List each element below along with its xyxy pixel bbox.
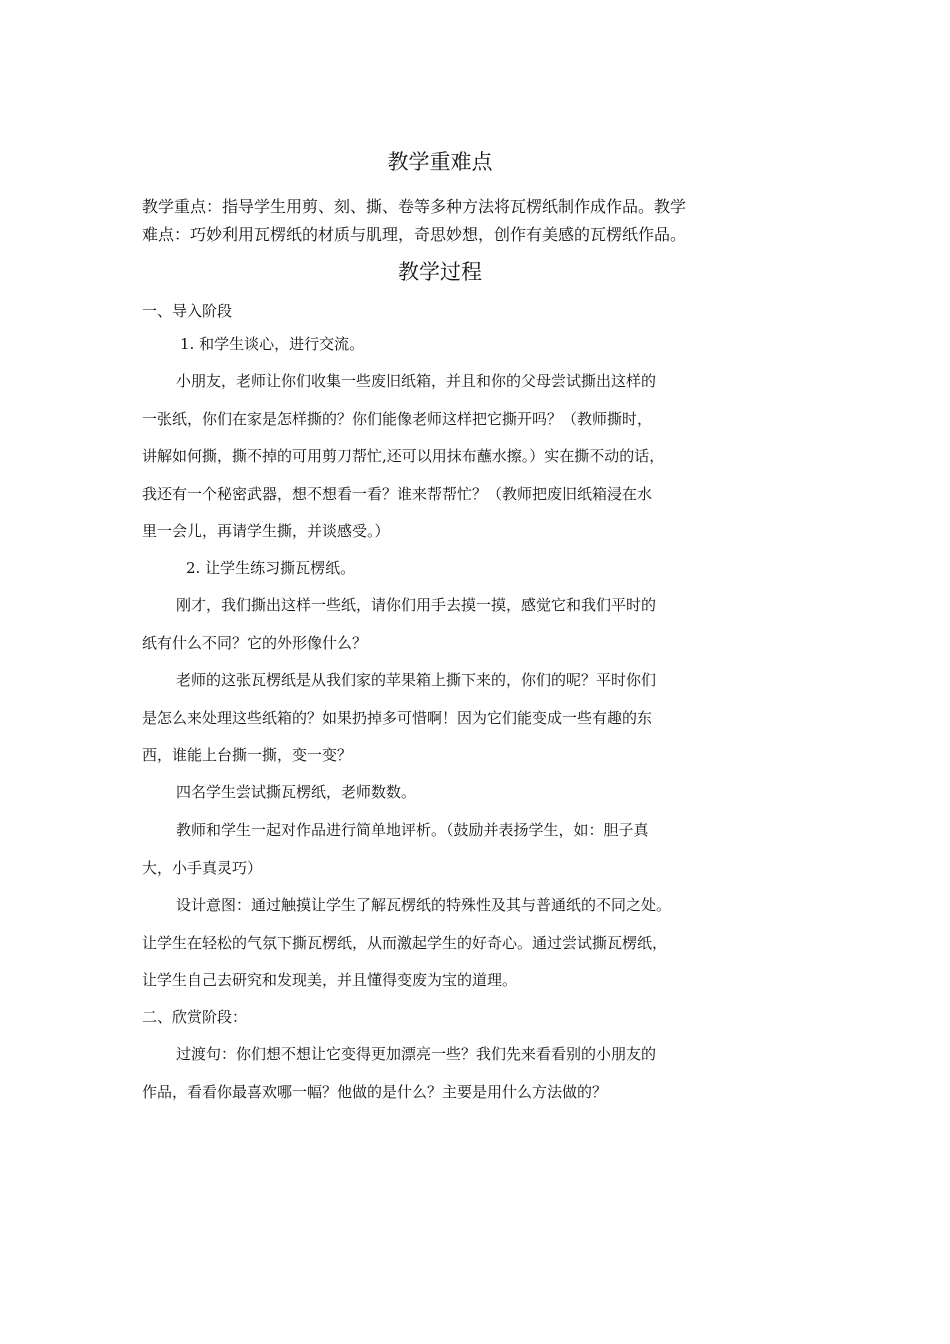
paragraph-line: 小朋友，老师让你们收集一些废旧纸箱，并且和你的父母尝试撕出这样的 [176, 372, 657, 390]
paragraph-line: 刚才，我们撕出这样一些纸，请你们用手去摸一摸，感觉它和我们平时的 [176, 596, 657, 614]
paragraph-line: 让学生在轻松的气氛下撕瓦楞纸，从而激起学生的好奇心。通过尝试撕瓦楞纸， [142, 933, 668, 952]
section-1-paragraph-1 [142, 363, 742, 551]
paragraph-line: 过渡句：你们想不想让它变得更加漂亮一些？我们先来看看别的小朋友的 [176, 1045, 657, 1063]
paragraph-line: 让学生自己去研究和发现美，并且懂得变废为宝的道理。 [142, 971, 518, 989]
key-points-paragraph [142, 193, 742, 249]
section-1-paragraph-3 [142, 662, 742, 775]
paragraph-line: 西，谁能上台撕一撕，变一变？ [142, 746, 353, 764]
section-2-title: 二、欣赏阶段： [142, 1008, 248, 1026]
key-points-line-1: 教学重点：指导学生用剪、刻、撕、卷等多种方法将瓦楞纸制作成作品。教学 [142, 197, 687, 216]
heading-teaching-process: 教学过程 [398, 260, 482, 284]
section-1-paragraph-5 [142, 812, 742, 887]
section-1-title: 一、导入阶段 [142, 302, 233, 320]
heading-teaching-difficulties: 教学重难点 [387, 150, 493, 174]
section-1-paragraph-2 [142, 587, 742, 662]
section-1-paragraph-4 [142, 774, 742, 812]
paragraph-line: 设计意图：通过触摸让学生了解瓦楞纸的特殊性及其与普通纸的不同之处。 [176, 896, 672, 914]
section-1-paragraph-6 [142, 887, 742, 1000]
paragraph-line: 老师的这张瓦楞纸是从我们家的苹果箱上撕下来的，你们的呢？平时你们 [176, 671, 657, 689]
paragraph-line: 教师和学生一起对作品进行简单地评析。（鼓励并表扬学生，如：胆子真 [176, 821, 649, 839]
section-2-paragraph-1 [142, 1036, 742, 1111]
paragraph-line: 四名学生尝试撕瓦楞纸，老师数数。 [176, 783, 417, 801]
key-points-line-2: 难点：巧妙利用瓦楞纸的材质与肌理，奇思妙想，创作有美感的瓦楞纸作品。 [142, 225, 687, 244]
paragraph-line: 大，小手真灵巧） [142, 858, 263, 877]
paragraph-line: 纸有什么不同？它的外形像什么？ [142, 633, 368, 652]
paragraph-line: 我还有一个秘密武器，想不想看一看？谁来帮帮忙？（教师把废旧纸箱浸在水 [142, 484, 653, 503]
paragraph-line: 作品，看看你最喜欢哪一幅？他做的是什么？主要是用什么方法做的？ [142, 1082, 608, 1101]
paragraph-line: 是怎么来处理这些纸箱的？如果扔掉多可惜啊！因为它们能变成一些有趣的东 [142, 708, 653, 727]
paragraph-line: 里一会儿，再请学生撕，并谈感受。） [142, 522, 390, 540]
paragraph-line: 一张纸，你们在家是怎样撕的？你们能像老师这样把它撕开吗？（教师撕时， [142, 409, 653, 428]
paragraph-line: 讲解如何撕，撕不掉的可用剪刀帮忙,还可以用抹布蘸水擦。）实在撕不动的话， [142, 447, 665, 465]
section-1-item-1-title: 1. 和学生谈心，进行交流。 [180, 335, 365, 353]
section-1-item-2-title: 2. 让学生练习撕瓦楞纸。 [186, 559, 356, 577]
